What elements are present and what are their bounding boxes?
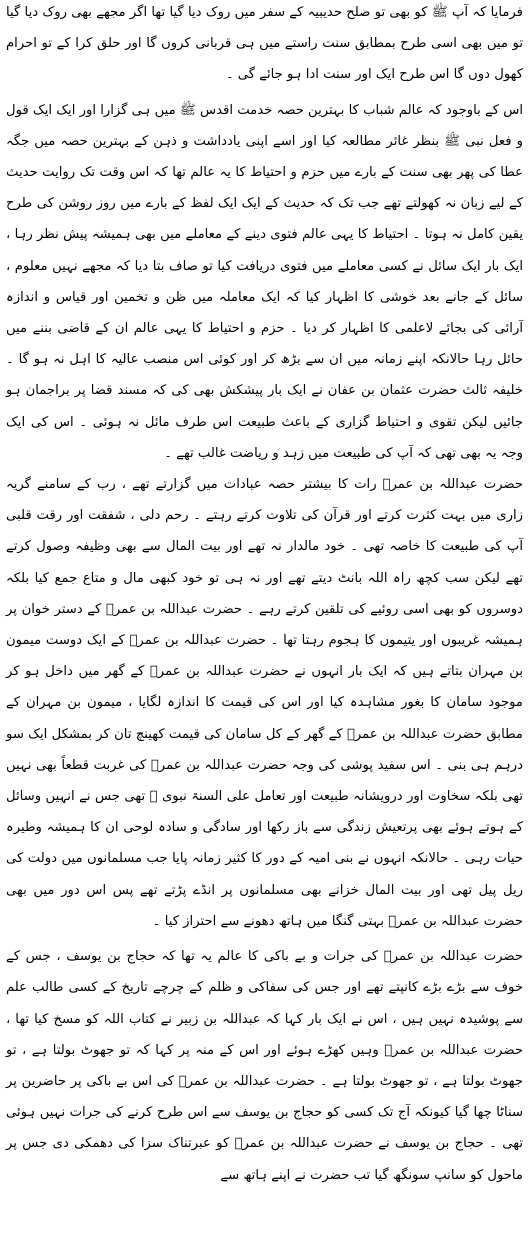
paragraph-hajj-sunnah: فرمایا کہ آپ ﷺ کو بھی تو صلح حدیبیہ کے سفر میں روک دیا گیا تھا اگر مجھے بھی روک دیا گیا تو میں بھی اسی طرح بمطابق سنت راستے میں ہی قربانی کروں گا اور حلق کرا کے تو احرام کھول دوں گا اس طرح ایک اور سنت ادا ہو جائے گی ۔ <box>6 5 523 83</box>
paragraph-courage-before-hajjaj: حضرت عبداللہ بن عمرؓ کی جرات و بے باکی کا عالم یہ تھا کہ حجاج بن یوسف ، جس کے خوف سے بڑے بڑے کانپتے تھے اور جس کی سفاکی و ظلم کے چرچے تاریخ کے کسی طالب علم سے پوشیدہ نہیں ہیں ، اس نے ایک بار کہا کہ عبداللہ بن زبیر نے کتاب اللہ کو مسخ کیا تھا ، حضرت عبداللہ بن عمرؓ وہیں کھڑے ہوئے اور اس کے منہ پر کہا کہ تو جھوٹ بولتا ہے ، تو جھوٹ بولتا ہے ، تو جھوٹ بولتا ہے ۔ حضرت عبداللہ بن عمرؓ کی اس بے باکی پر حاضرین پر سناٹا چھا گیا کیونکہ آج تک کسی کو حجاج بن یوسف سے اس طرح کرنے کی جرات نہیں ہوئی تھی ۔ حجاج بن یوسف نے حضرت عبداللہ بن عمرؓ کو عبرتناک سزا کی دھمکی دی جس پر ماحول کو سانپ سونگھ گیا تب حضرت نے اپنے ہاتھ سے <box>6 949 523 1183</box>
paragraph-worship-and-generosity: حضرت عبداللہ بن عمرؓ رات کا بیشتر حصہ عبادات میں گزارتے تھے ، رب کے سامنے گریہ زاری میں بہت کثرت کرتے اور قرآن کی تلاوت کرتے رہتے ۔ رحم دلی ، شفقت اور رقت قلبی آپ کی طبیعت کا خاصہ تھی ۔ خود مالدار نہ تھے اور بیت المال سے بھی وظیفہ وصول کرتے تھے لیکن سب کچھ راہ اللہ بانٹ دیتے تھے اور نہ ہی تو خود کبھی مال و متاع جمع کیا بلکہ دوسروں کو بھی اسی روئیے کی تلقین کرتے رہے ۔ حضرت عبداللہ بن عمرؓ کے دستر خوان پر ہمیشہ غریبوں اور یتیموں کا ہجوم رہتا تھا ۔ حضرت عبداللہ بن عمرؓ کے ایک دوست میمون بن مہران بتاتے ہیں کہ ایک بار انہوں نے حضرت عبداللہ بن عمرؓ کے گھر میں داخل ہو کر موجود سامان کا بغور مشاہدہ کیا اور اس کی قیمت کا اندازہ لگایا ، میمون بن مہران کے مطابق حضرت عبداللہ بن عمرؓ کے گھر کے کل سامان کی قیمت کھینچ تان کر بمشکل ایک سو درہم ہی بنی ۔ اس سفید پوشی کی وجہ حضرت عبداللہ بن عمرؓ کی غربت قطعاً بھی نہیں تھی بلکہ سخاوت اور درویشانہ طبیعت اور تعامل علی السنۃ نبوی ﷺ تھی جس نے انہیں وسائل کے ہوتے ہوئے بھی پرتعیش زندگی سے باز رکھا اور سادگی و سادہ لوحی ان کا ہمیشہ وطیرہ حیات رہی ۔ حالانکہ انہوں نے بنی امیہ کے دور کا کثیر زمانہ پایا جب مسلمانوں میں دولت کی ریل پیل تھی اور بیت المال خزانے بھی مسلمانوں پر انڈے پڑتے تھے پس اس دور میں بھی حضرت عبداللہ بن عمرؓ بہتی گنگا میں ہاتھ دھونے سے احتراز کیا ۔ <box>6 477 523 929</box>
paragraph-caution-in-sunnah: اس کے باوجود کہ عالم شباب کا بہترین حصہ خدمت اقدس ﷺ میں ہی گزارا اور ایک ایک قول و فعل نبی ﷺ بنظر غائر مطالعہ کیا اور اسے اپنی یادداشت و ذہن کے بہترین حصہ میں جگہ عطا کی پھر بھی سنت کے بارے میں حزم و احتیاط کا یہ عالم تھا کہ اس وقت تک روایت حدیث کے لیے زبان نہ کھولتے تھے جب تک کہ حدیث کے ایک ایک لفظ کے بارے میں روز روشن کی طرح یقین کامل نہ ہوتا ۔ احتیاط کا یہی عالم فتوی دینے کے معاملے میں بھی ہمیشہ پیش نظر رہا ، ایک بار ایک سائل نے کسی معاملے میں فتوی دریافت کیا تو صاف بتا دیا کہ مجھے نہیں معلوم ، سائل کے جانے بعد خوشی کا اظہار کیا کہ ایک معاملہ میں ظن و تخمین اور قیاس و اندازہ آرائی کی بجائے لاعلمی کا اظہار کر دیا ۔ حزم و احتیاط کا یہی عالم ان کے قاضی بننے میں حائل رہا حالانکہ اپنے زمانہ میں ان سے بڑھ کر اور کوئی اس منصب عالیہ کا اہل نہ ہو گا ۔ خلیفہ ثالث حضرت عثمان بن عفان نے ایک بار پیشکش بھی کی کہ مسند قضا پر براجمان ہو جائیں لیکن تقوی و احتیاط گزاری کے باعث طبیعت اس طرف مائل نہ ہوئی ۔ اس کی ایک وجہ یہ بھی تھی کہ آپ کی طبیعت میں زہد و ریاضت غالب تھے ۔ <box>6 102 523 461</box>
